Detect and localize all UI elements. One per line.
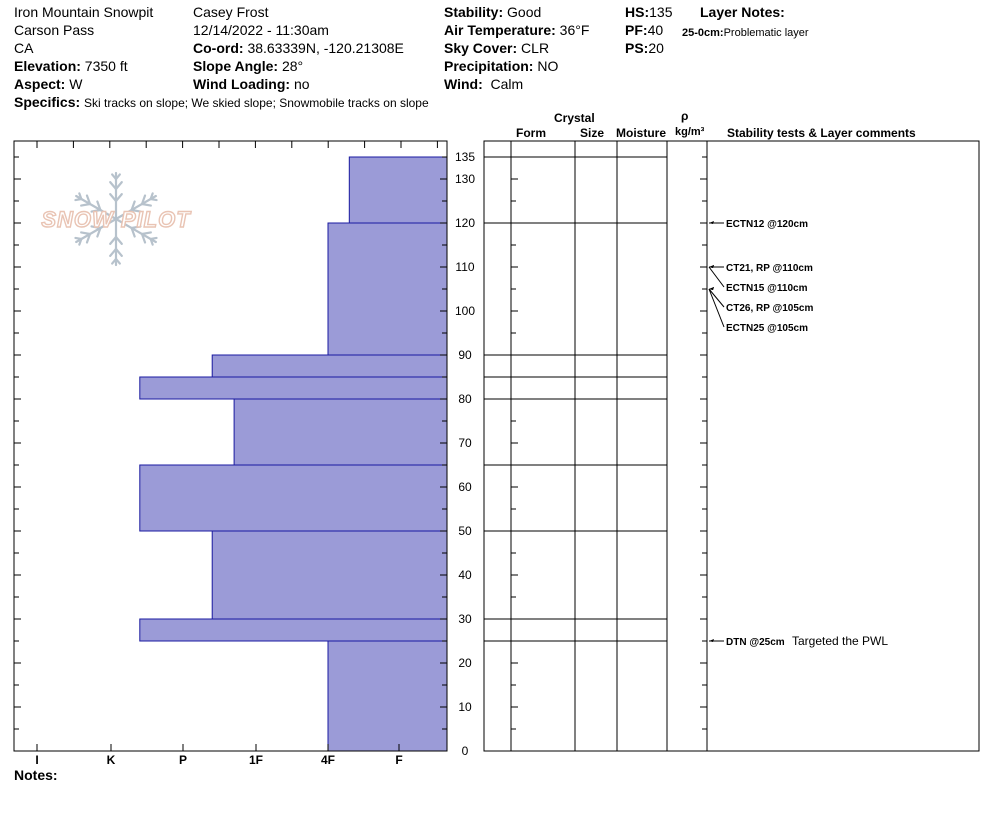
depth-label: 100	[454, 304, 476, 318]
hs-value: 135	[649, 4, 673, 20]
specifics-label: Specifics:	[14, 94, 81, 110]
profile-layer	[140, 465, 447, 531]
ps-value: 20	[648, 40, 664, 56]
depth-label: 120	[454, 216, 476, 230]
test-label: CT26, RP @105cm	[726, 303, 814, 314]
profile-layer	[140, 619, 447, 641]
logo-text: SNOW PILOT	[41, 207, 191, 232]
wind-loading-label: Wind Loading:	[193, 76, 291, 92]
hardness-profile	[140, 157, 447, 751]
col-form: Form	[516, 126, 546, 140]
snowpilot-logo	[41, 173, 191, 265]
snowflake-stroke	[81, 204, 90, 206]
layer-notes-title: Layer Notes:	[700, 4, 785, 20]
slope-value: 28°	[281, 58, 304, 74]
depth-label: 50	[458, 524, 472, 538]
coord-label: Co-ord:	[193, 40, 244, 56]
depth-label: 130	[454, 172, 476, 186]
test-pointer	[709, 267, 724, 287]
snowflake-stroke	[75, 238, 81, 239]
test-label: DTN @25cm	[726, 637, 785, 648]
depth-label: 0	[461, 744, 469, 758]
site-name: Iron Mountain Snowpit	[14, 4, 154, 20]
elevation-value: 7350 ft	[84, 58, 128, 74]
snowflake-stroke	[81, 232, 90, 234]
depth-label: 10	[458, 700, 472, 714]
ps-label: PS:	[625, 40, 649, 56]
slope-label: Slope Angle:	[193, 58, 279, 74]
coord-value: 38.63339N, -120.21308E	[247, 40, 404, 56]
snowflake-stroke	[142, 232, 151, 234]
col-stability: Stability tests & Layer comments	[727, 126, 916, 140]
test-comment: Targeted the PWL	[792, 634, 889, 648]
col-size: Size	[580, 126, 605, 140]
observer: Casey Frost	[193, 4, 269, 20]
hardness-label: 1F	[248, 753, 264, 767]
depth-label: 40	[458, 568, 472, 582]
specifics-value: Ski tracks on slope; We skied slope; Snowmobile tracks on slope	[84, 96, 429, 110]
sky-value: CLR	[521, 40, 550, 56]
test-pointer	[709, 289, 724, 327]
hardness-label: K	[106, 753, 116, 767]
layer-note-text: Problematic layer	[723, 27, 809, 39]
wind-value: Calm	[490, 76, 524, 92]
test-pointer	[709, 289, 724, 307]
pf-value: 40	[647, 22, 664, 38]
hardness-label: P	[178, 753, 188, 767]
depth-label: 70	[458, 436, 472, 450]
profile-layer	[212, 355, 447, 377]
test-label: CT21, RP @110cm	[726, 263, 813, 274]
depth-label: 30	[458, 612, 472, 626]
notes-label: Notes:	[14, 767, 58, 783]
col-density-unit: kg/m³	[675, 126, 705, 138]
test-label: ECTN15 @110cm	[726, 283, 808, 294]
aspect-value: W	[69, 76, 83, 92]
depth-label: 60	[458, 480, 472, 494]
stability-value: Good	[507, 4, 542, 20]
hs-label: HS:	[625, 4, 650, 20]
aspect-label: Aspect:	[14, 76, 66, 92]
wind-loading-value: no	[293, 76, 310, 92]
depth-label: 80	[458, 392, 472, 406]
air-temp-label: Air Temperature:	[444, 22, 556, 38]
profile-layer	[234, 399, 447, 465]
depth-label: 110	[455, 260, 475, 274]
profile-layer	[349, 157, 447, 223]
chart-frames	[14, 141, 979, 751]
snowflake-stroke	[142, 204, 151, 206]
col-moisture: Moisture	[616, 126, 667, 140]
state: CA	[14, 40, 34, 56]
depth-label: 90	[458, 348, 472, 362]
test-label: ECTN12 @120cm	[726, 219, 809, 230]
sky-label: Sky Cover:	[444, 40, 518, 56]
snowflake-stroke	[151, 199, 157, 200]
profile-layer	[212, 531, 447, 619]
hardness-label: I	[35, 753, 39, 767]
precip-label: Precipitation:	[444, 58, 534, 74]
hardness-label: F	[395, 753, 403, 767]
pf-label: PF:	[625, 22, 648, 38]
layer-note-depth: 25-0cm:	[682, 27, 724, 39]
profile-layer	[328, 223, 447, 355]
stability-label: Stability:	[444, 4, 504, 20]
hardness-label: 4F	[320, 753, 336, 767]
col-rho: ρ	[681, 109, 689, 123]
depth-label: 20	[458, 656, 472, 670]
profile-layer	[140, 377, 447, 399]
profile-layer	[328, 641, 447, 751]
table-frame	[484, 141, 979, 751]
precip-value: NO	[537, 58, 559, 74]
stability-tests	[709, 219, 888, 648]
wind-label: Wind:	[444, 76, 483, 92]
air-temp-value: 36°F	[559, 22, 590, 38]
date-time: 12/14/2022 - 11:30am	[193, 22, 329, 38]
test-label: ECTN25 @105cm	[726, 323, 809, 334]
col-crystal: Crystal	[554, 111, 595, 125]
location: Carson Pass	[14, 22, 95, 38]
depth-label: 135	[454, 150, 476, 164]
elevation-label: Elevation:	[14, 58, 81, 74]
